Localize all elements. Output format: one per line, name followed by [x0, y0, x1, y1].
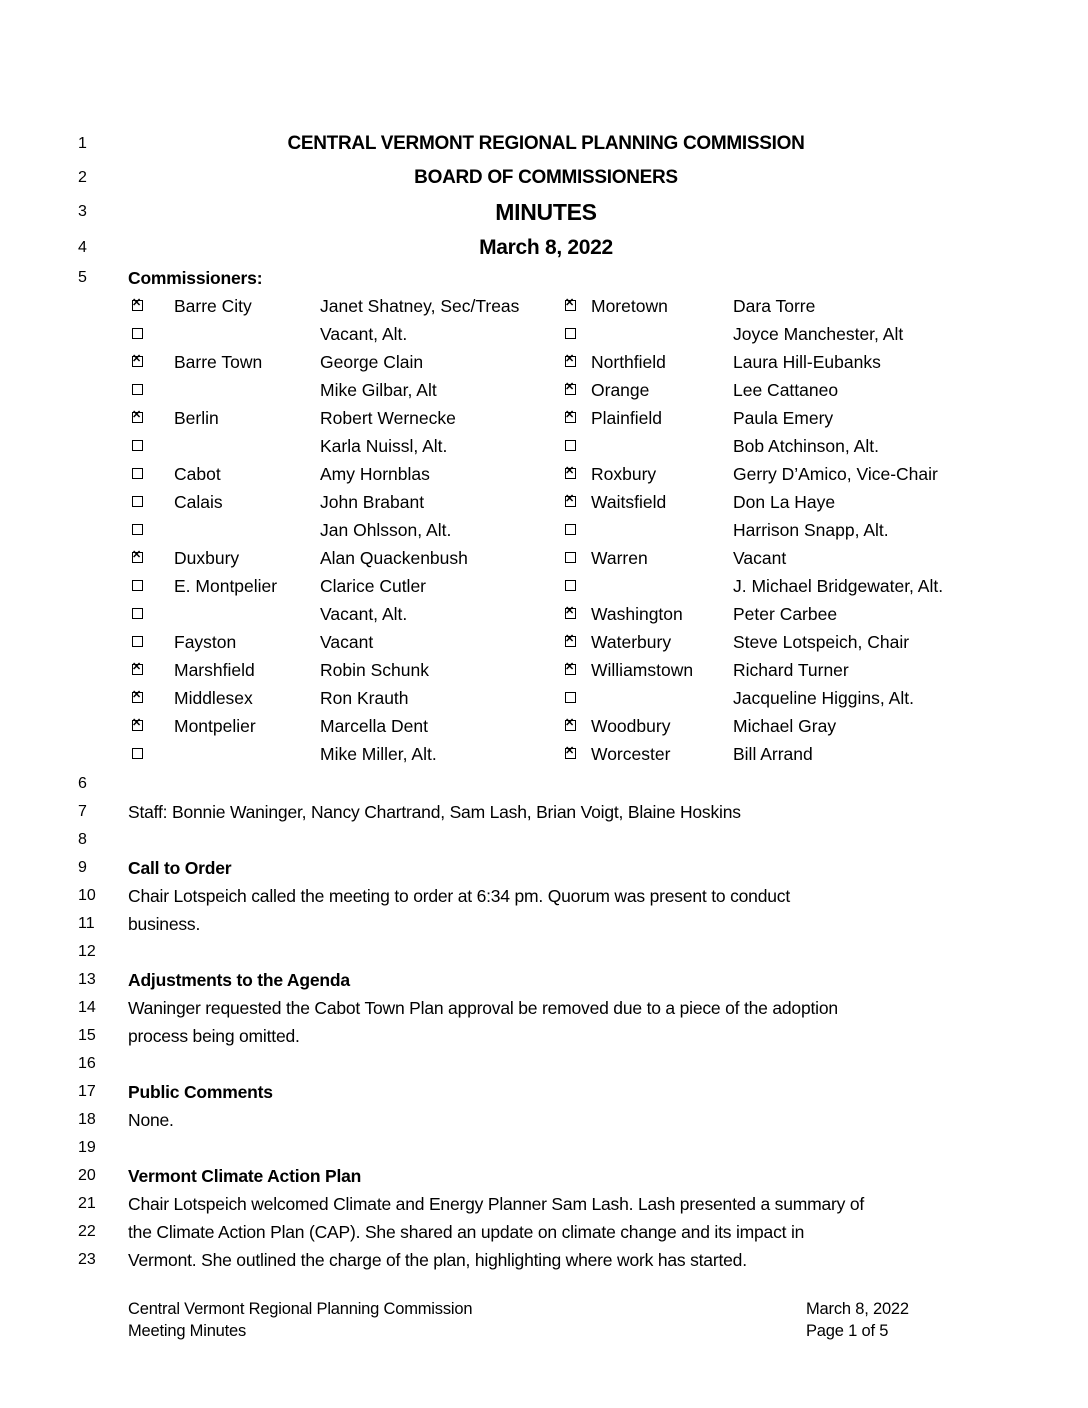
- commissioner-row: [0, 712, 1088, 740]
- line-19: [0, 1134, 1088, 1162]
- commissioner-town: Berlin: [174, 408, 219, 428]
- org-title: CENTRAL VERMONT REGIONAL PLANNING COMMISSION: [287, 133, 805, 154]
- line-21: [0, 1190, 1088, 1218]
- commissioner-row: [0, 600, 1088, 628]
- commissioner-town: Worcester: [591, 744, 671, 764]
- commissioner-name: Amy Hornblas: [320, 464, 430, 484]
- line-8: [0, 826, 1088, 854]
- line-5: [0, 264, 1088, 292]
- commissioner-row: [0, 348, 1088, 376]
- checked-checkbox-icon: [565, 356, 576, 367]
- commissioner-name: Jan Ohlsson, Alt.: [320, 520, 452, 540]
- commissioner-name: Gerry D’Amico, Vice-Chair: [733, 464, 938, 484]
- section-heading-adjustments: Adjustments to the Agenda: [128, 970, 350, 990]
- line-18: [0, 1106, 1088, 1134]
- footer-page-number: Page 1 of 5: [806, 1322, 889, 1340]
- line-number: 15: [78, 1027, 96, 1044]
- line-3: [0, 198, 1088, 226]
- line-number: 22: [78, 1223, 96, 1240]
- checked-checkbox-icon: [565, 384, 576, 395]
- commissioner-row: [0, 628, 1088, 656]
- commissioner-row: [0, 740, 1088, 768]
- footer-org: Central Vermont Regional Planning Commission: [128, 1300, 473, 1318]
- unchecked-checkbox-icon: [565, 328, 576, 339]
- line-number: 11: [78, 915, 95, 932]
- commissioner-name: Vacant, Alt.: [320, 604, 408, 624]
- commissioner-name: George Clain: [320, 352, 424, 372]
- commissioner-town: Marshfield: [174, 660, 255, 680]
- line-9: [0, 854, 1088, 882]
- checked-checkbox-icon: [565, 748, 576, 759]
- commissioner-name: John Brabant: [320, 492, 425, 512]
- commissioner-name: Vacant: [320, 632, 374, 652]
- commissioners-label: Commissioners:: [128, 268, 263, 288]
- commissioner-name: Lee Cattaneo: [733, 380, 839, 400]
- commissioner-town: Montpelier: [174, 716, 256, 736]
- checked-checkbox-icon: [565, 720, 576, 731]
- line-13: [0, 966, 1088, 994]
- line-number: 20: [78, 1167, 96, 1184]
- checked-checkbox-icon: [565, 412, 576, 423]
- commissioner-name: Vacant: [733, 548, 787, 568]
- section-heading-call-to-order: Call to Order: [128, 858, 232, 878]
- line-16: [0, 1050, 1088, 1078]
- line-6: [0, 770, 1088, 798]
- unchecked-checkbox-icon: [565, 580, 576, 591]
- doc-type-title: MINUTES: [495, 199, 597, 225]
- line-number: 10: [78, 887, 96, 904]
- line-4: [0, 234, 1088, 262]
- commissioner-town: Williamstown: [591, 660, 694, 680]
- line-22: [0, 1218, 1088, 1246]
- commissioner-town: Waitsfield: [591, 492, 667, 512]
- commissioner-town: Middlesex: [174, 688, 253, 708]
- commissioner-name: Ron Krauth: [320, 688, 409, 708]
- line-number: 23: [78, 1251, 96, 1268]
- line-number: 9: [78, 859, 87, 876]
- commissioner-name: Mike Miller, Alt.: [320, 744, 437, 764]
- commissioner-town: Cabot: [174, 464, 221, 484]
- line-number: 18: [78, 1111, 96, 1128]
- unchecked-checkbox-icon: [565, 692, 576, 703]
- commissioner-row: [0, 488, 1088, 516]
- commissioner-name: Joyce Manchester, Alt: [733, 324, 904, 344]
- unchecked-checkbox-icon: [565, 524, 576, 535]
- staff-list: Staff: Bonnie Waninger, Nancy Chartrand, Sam Lash, Brian Voigt, Blaine Hoskins: [128, 802, 741, 822]
- line-10: [0, 882, 1088, 910]
- line-number: 5: [78, 269, 87, 286]
- line-number: 13: [78, 971, 96, 988]
- paragraph-line: None.: [128, 1110, 174, 1130]
- line-23: [0, 1246, 1088, 1274]
- line-number: 2: [78, 169, 87, 186]
- footer-doc-label: Meeting Minutes: [128, 1322, 247, 1340]
- commissioner-name: Jacqueline Higgins, Alt.: [733, 688, 914, 708]
- line-number: 6: [78, 775, 87, 792]
- unchecked-checkbox-icon: [565, 552, 576, 563]
- commissioner-row: [0, 684, 1088, 712]
- commissioner-town: Moretown: [591, 296, 668, 316]
- line-number: 21: [78, 1195, 96, 1212]
- commissioner-town: Orange: [591, 380, 650, 400]
- line-number: 4: [78, 239, 87, 256]
- commissioner-name: Richard Turner: [733, 660, 849, 680]
- paragraph-line: Vermont. She outlined the charge of the plan, highlighting where work has started.: [128, 1250, 747, 1270]
- line-number: 14: [78, 999, 96, 1016]
- checked-checkbox-icon: [565, 496, 576, 507]
- commissioner-town: Fayston: [174, 632, 237, 652]
- section-heading-climate-plan: Vermont Climate Action Plan: [128, 1166, 362, 1186]
- line-number: 7: [78, 803, 87, 820]
- checked-checkbox-icon: [565, 468, 576, 479]
- paragraph-line: Chair Lotspeich called the meeting to order at 6:34 pm. Quorum was present to conduct: [128, 886, 790, 906]
- line-number: 8: [78, 831, 87, 848]
- commissioner-row: [0, 656, 1088, 684]
- commissioner-town: Roxbury: [591, 464, 657, 484]
- commissioner-row: [0, 376, 1088, 404]
- commissioner-town: Barre Town: [174, 352, 263, 372]
- line-7: [0, 798, 1088, 826]
- unchecked-checkbox-icon: [565, 440, 576, 451]
- commissioner-name: Vacant, Alt.: [320, 324, 408, 344]
- commissioner-name: Karla Nuissl, Alt.: [320, 436, 448, 456]
- commissioner-name: Robert Wernecke: [320, 408, 456, 428]
- commissioner-town: Waterbury: [591, 632, 672, 652]
- commissioner-town: E. Montpelier: [174, 576, 278, 596]
- line-1: [0, 130, 1088, 158]
- line-number: 19: [78, 1139, 96, 1156]
- commissioner-name: Mike Gilbar, Alt: [320, 380, 437, 400]
- commissioner-name: Clarice Cutler: [320, 576, 426, 596]
- commissioner-town: Washington: [591, 604, 683, 624]
- commissioner-town: Woodbury: [591, 716, 671, 736]
- paragraph-line: the Climate Action Plan (CAP). She shared an update on climate change and its impact in: [128, 1222, 805, 1242]
- commissioner-row: [0, 516, 1088, 544]
- line-number: 17: [78, 1083, 96, 1100]
- line-number: 16: [78, 1055, 96, 1072]
- commissioner-name: Bob Atchinson, Alt.: [733, 436, 879, 456]
- line-11: [0, 910, 1088, 938]
- checked-checkbox-icon: [565, 636, 576, 647]
- commissioner-name: Marcella Dent: [320, 716, 428, 736]
- commissioner-name: Steve Lotspeich, Chair: [733, 632, 910, 652]
- footer-date: March 8, 2022: [806, 1300, 909, 1318]
- commissioner-name: Alan Quackenbush: [320, 548, 468, 568]
- line-number: 3: [78, 203, 87, 220]
- commissioner-row: [0, 432, 1088, 460]
- commissioner-name: Dara Torre: [733, 296, 816, 316]
- commissioner-row: [0, 320, 1088, 348]
- meeting-date: March 8, 2022: [479, 236, 613, 259]
- commissioner-town: Barre City: [174, 296, 252, 316]
- commissioner-name: Paula Emery: [733, 408, 834, 428]
- commissioner-name: Janet Shatney, Sec/Treas: [320, 296, 520, 316]
- line-15: [0, 1022, 1088, 1050]
- paragraph-line: Chair Lotspeich welcomed Climate and Energy Planner Sam Lash. Lash presented a summary of: [128, 1194, 865, 1214]
- footer-right: [806, 1298, 909, 1342]
- line-17: [0, 1078, 1088, 1106]
- paragraph-line: Waninger requested the Cabot Town Plan approval be removed due to a piece of the adoption: [128, 998, 838, 1018]
- footer-left: [128, 1298, 472, 1342]
- checked-checkbox-icon: [565, 664, 576, 675]
- checked-checkbox-icon: [565, 608, 576, 619]
- checked-checkbox-icon: [565, 300, 576, 311]
- commissioner-name: Bill Arrand: [733, 744, 813, 764]
- commissioner-name: Peter Carbee: [733, 604, 838, 624]
- commissioner-name: Laura Hill-Eubanks: [733, 352, 881, 372]
- commissioner-row: [0, 460, 1088, 488]
- commissioner-name: J. Michael Bridgewater, Alt.: [733, 576, 944, 596]
- commissioner-town: Duxbury: [174, 548, 240, 568]
- commissioner-town: Warren: [591, 548, 648, 568]
- commissioner-name: Don La Haye: [733, 492, 836, 512]
- commissioner-town: Calais: [174, 492, 223, 512]
- commissioner-row: [0, 544, 1088, 572]
- commissioner-name: Harrison Snapp, Alt.: [733, 520, 889, 540]
- commissioner-row: [0, 404, 1088, 432]
- paragraph-line: process being omitted.: [128, 1026, 300, 1046]
- commissioner-row: [0, 572, 1088, 600]
- commissioner-town: Plainfield: [591, 408, 663, 428]
- paragraph-line: business.: [128, 914, 201, 934]
- commissioner-row: [0, 292, 1088, 320]
- line-number: 12: [78, 943, 96, 960]
- line-20: [0, 1162, 1088, 1190]
- line-14: [0, 994, 1088, 1022]
- line-2: [0, 164, 1088, 192]
- commissioner-name: Michael Gray: [733, 716, 837, 736]
- board-title: BOARD OF COMMISSIONERS: [414, 167, 678, 188]
- section-heading-public-comments: Public Comments: [128, 1082, 273, 1102]
- line-12: [0, 938, 1088, 966]
- line-number: 1: [78, 135, 87, 152]
- commissioner-name: Robin Schunk: [320, 660, 429, 680]
- commissioner-town: Northfield: [591, 352, 666, 372]
